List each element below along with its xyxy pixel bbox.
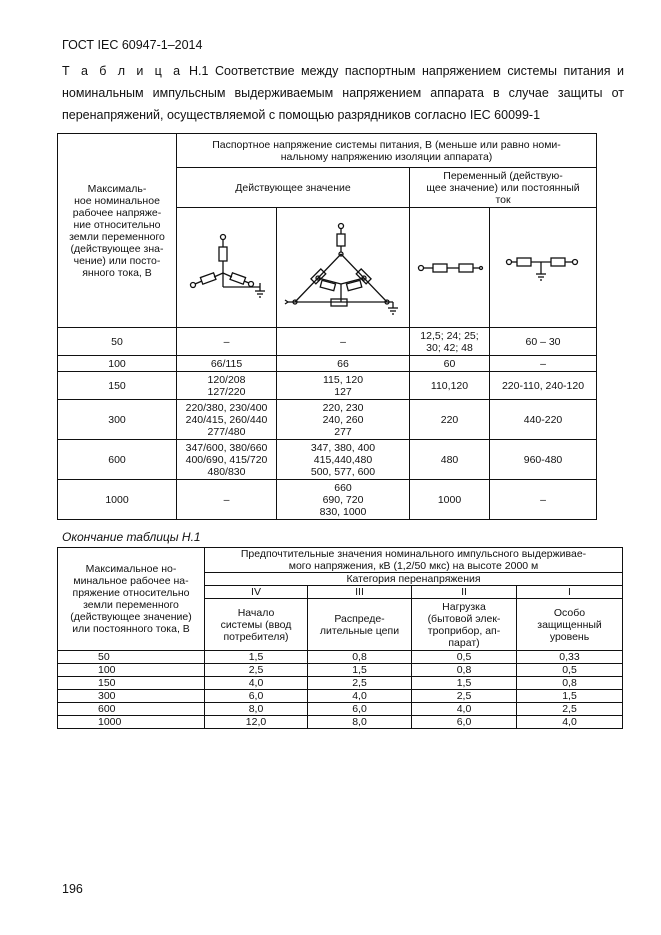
t2-cell: 6,0 xyxy=(308,703,412,716)
t1-group-header: Паспортное напряжение системы питания, В (меньше или равно номи- нальному напряжению изоляции аппарата) xyxy=(177,134,597,168)
t2-category: IV xyxy=(205,586,308,599)
t2-category: I xyxy=(517,586,623,599)
t1-row xyxy=(58,372,597,400)
dc-circuit-diagram xyxy=(490,208,597,328)
t2-group-header: Предпочтительные значения номинального импульсного выдерживае- мого напряжения, кВ (1,2/50 мкс) на высоте 2000 м xyxy=(205,548,623,573)
t2-cell: 8,0 xyxy=(205,703,308,716)
t2-cell: 1,5 xyxy=(412,677,517,690)
t1-cell: 66 xyxy=(277,356,410,372)
t2-row xyxy=(58,677,623,690)
t2-description: Нагрузка (бытовой элек- троприбор, ап- парат) xyxy=(412,599,517,651)
t1-cell: 480 xyxy=(410,440,490,480)
t2-cell: 0,8 xyxy=(517,677,623,690)
single-phase-circuit-icon xyxy=(415,258,485,278)
t2-cell: 4,0 xyxy=(308,690,412,703)
t1-cell: – xyxy=(490,356,597,372)
t1-voltage: 50 xyxy=(58,328,177,356)
t2-row xyxy=(58,651,623,664)
t2-cell: 0,8 xyxy=(412,664,517,677)
t2-voltage: 150 xyxy=(58,677,205,690)
t2-cell: 8,0 xyxy=(308,716,412,729)
t2-description: Начало системы (ввод потребителя) xyxy=(205,599,308,651)
t2-voltage: 300 xyxy=(58,690,205,703)
t2-voltage: 50 xyxy=(58,651,205,664)
t2-row xyxy=(58,690,623,703)
t1-voltage: 100 xyxy=(58,356,177,372)
t2-cell: 4,0 xyxy=(412,703,517,716)
t1-cell: 120/208 127/220 xyxy=(177,372,277,400)
t2-voltage: 600 xyxy=(58,703,205,716)
t1-row xyxy=(58,480,597,520)
t2-cell: 2,5 xyxy=(308,677,412,690)
t1-voltage: 600 xyxy=(58,440,177,480)
table-h1-continuation xyxy=(57,547,623,729)
t1-voltage: 150 xyxy=(58,372,177,400)
t1-cell: 66/115 xyxy=(177,356,277,372)
t1-cell: 60 xyxy=(410,356,490,372)
delta-circuit-icon xyxy=(283,218,403,318)
t2-cell: 6,0 xyxy=(412,716,517,729)
t2-cell: 1,5 xyxy=(517,690,623,703)
t1-cell: – xyxy=(177,480,277,520)
t2-cell: 6,0 xyxy=(205,690,308,703)
t2-cell: 0,5 xyxy=(412,651,517,664)
t1-voltage: 1000 xyxy=(58,480,177,520)
t1-cell: 1000 xyxy=(410,480,490,520)
t1-cell: 347/600, 380/660 400/690, 415/720 480/830 xyxy=(177,440,277,480)
t1-cell: – xyxy=(277,328,410,356)
t1-cell: 220 xyxy=(410,400,490,440)
t2-col1-header: Максимальное но- минальное рабочее на- пряжение относительно земли переменного (действующее значение) или постоянного тока, В xyxy=(58,548,205,651)
t2-cell: 4,0 xyxy=(517,716,623,729)
t2-cell: 0,5 xyxy=(517,664,623,677)
t1-cell: 220, 230 240, 260 277 xyxy=(277,400,410,440)
table-caption xyxy=(62,60,624,126)
t1-cell: 220/380, 230/400 240/415, 260/440 277/480 xyxy=(177,400,277,440)
t1-row xyxy=(58,440,597,480)
t1-cell: 12,5; 24; 25; 30; 42; 48 xyxy=(410,328,490,356)
continuation-label: Окончание таблицы Н.1 xyxy=(62,530,201,544)
t1-cell: 115, 120 127 xyxy=(277,372,410,400)
t2-cell: 0,8 xyxy=(308,651,412,664)
t1-row xyxy=(58,328,597,356)
t2-cell: 1,5 xyxy=(308,664,412,677)
single-phase-diagram xyxy=(410,208,490,328)
t2-row xyxy=(58,716,623,729)
t2-cell: 2,5 xyxy=(517,703,623,716)
caption-number: Н.1 xyxy=(188,64,209,78)
table-h1 xyxy=(57,133,597,520)
t2-description: Особо защищенный уровень xyxy=(517,599,623,651)
caption-text: Соответствие между паспортным напряжением системы питания и номинальным импульсным выдерживаемым напряжением аппарата в случае защиты от перенапряжений, осуществляемой с помощью разрядников согласно IEC 60099-1 xyxy=(62,64,624,122)
t2-cell: 2,5 xyxy=(412,690,517,703)
star-circuit-icon xyxy=(182,223,272,313)
t1-row xyxy=(58,356,597,372)
t2-cell: 4,0 xyxy=(205,677,308,690)
t1-sub-rms: Действующее значение xyxy=(177,168,410,208)
t2-voltage: 100 xyxy=(58,664,205,677)
dc-circuit-icon xyxy=(503,250,583,286)
t2-voltage: 1000 xyxy=(58,716,205,729)
t1-voltage: 300 xyxy=(58,400,177,440)
t1-cell: 347, 380, 400 415,440,480 500, 577, 600 xyxy=(277,440,410,480)
t2-category: III xyxy=(308,586,412,599)
caption-label: Т а б л и ц а xyxy=(62,64,183,78)
t2-cell: 2,5 xyxy=(205,664,308,677)
t1-cell: 440-220 xyxy=(490,400,597,440)
t1-row xyxy=(58,400,597,440)
t1-cell: 220-110, 240-120 xyxy=(490,372,597,400)
t1-col1-header: Максималь- ное номинальное рабочее напряже- ние относительно земли переменного (действующее зна- чение) или посто- янного тока, В xyxy=(58,134,177,328)
t2-cell: 0,33 xyxy=(517,651,623,664)
t1-cell: – xyxy=(490,480,597,520)
t1-cell: – xyxy=(177,328,277,356)
t2-description: Распреде- лительные цепи xyxy=(308,599,412,651)
t1-cell: 60 – 30 xyxy=(490,328,597,356)
star-circuit-diagram xyxy=(177,208,277,328)
delta-circuit-diagram xyxy=(277,208,410,328)
t1-cell: 110,120 xyxy=(410,372,490,400)
page-number: 196 xyxy=(62,882,83,896)
t2-row xyxy=(58,664,623,677)
document-id: ГОСТ IEC 60947-1–2014 xyxy=(62,38,203,52)
t2-category-header: Категория перенапряжения xyxy=(205,573,623,586)
t1-cell: 660 690, 720 830, 1000 xyxy=(277,480,410,520)
t2-cell: 12,0 xyxy=(205,716,308,729)
t1-cell: 960-480 xyxy=(490,440,597,480)
t2-row xyxy=(58,703,623,716)
t1-sub-acdc: Переменный (действую- щее значение) или постоянный ток xyxy=(410,168,597,208)
t2-cell: 1,5 xyxy=(205,651,308,664)
t2-category: II xyxy=(412,586,517,599)
